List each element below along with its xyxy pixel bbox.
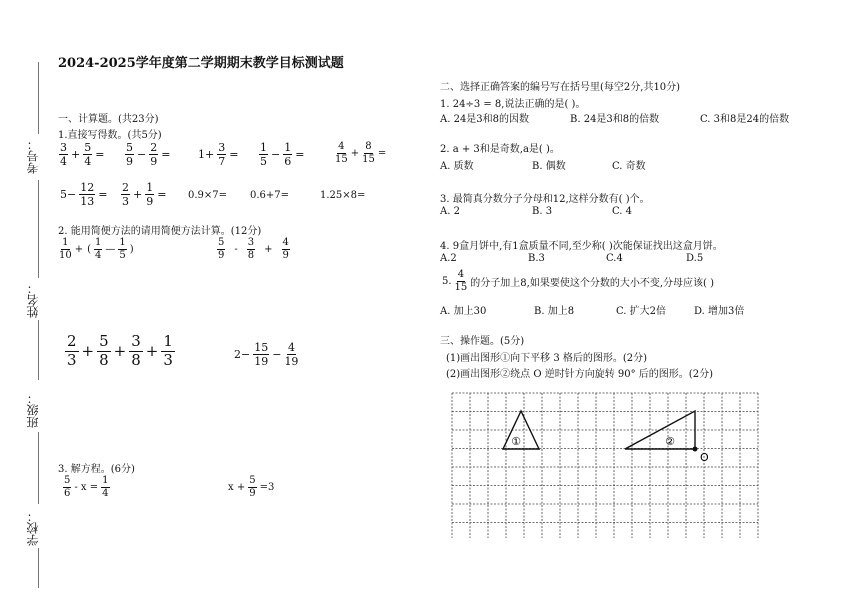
option: B. 24是3和8的倍数	[570, 114, 660, 125]
option: C. 3和8是24的倍数	[700, 114, 790, 125]
option: B.3	[528, 253, 545, 264]
option: A. 2	[440, 206, 460, 217]
question-5: 5. $\frac{4}{15}$ 的分子加上8,如果要使这个分数的大小不变,分母应该( )	[442, 269, 714, 293]
calc-item: $\frac{3}{4}$ + $\frac{5}{4}$ =	[60, 141, 105, 168]
section3-heading: 三、操作题。(5分)	[440, 336, 525, 347]
section1-part1: 1.直接写得数。(共5分)	[58, 130, 162, 141]
equation-item: $\frac{5}{6}$ - x = $\frac{1}{4}$	[64, 475, 109, 499]
simplify-item: $\frac{1}{10}$ + ( $\frac{1}{4}$ — $\frac{1}{5}$ )	[59, 237, 134, 261]
margin-line	[38, 548, 39, 588]
calc-item: $\frac{4}{15}$ + $\frac{8}{15}$ =	[335, 141, 387, 165]
margin-line	[38, 180, 39, 278]
shape-2-label: ②	[665, 435, 675, 448]
equation-item: x + $\frac{5}{9}$ =3	[228, 475, 275, 499]
section2-heading: 二、选择正确答案的编号写在括号里(每空2分,共10分)	[440, 82, 681, 93]
grid-diagram	[450, 392, 766, 538]
option: C. 奇数	[612, 161, 646, 172]
calc-item: 5− $\frac{12}{13}$ =	[60, 181, 108, 208]
shape-1-label: ①	[511, 435, 521, 448]
option: B. 3	[532, 206, 553, 217]
simplify-item: $\frac{2}{3}$ + $\frac{5}{8}$ + $\frac{3}{8}$ + $\frac{1}{3}$	[67, 332, 173, 369]
question-2: 2. a + 3和是奇数,a是( )。	[440, 144, 560, 155]
option: C. 扩大2倍	[616, 306, 667, 317]
task-2: (2)画出图形②绕点 O 逆时针方向旋转 90° 后的图形。(2分)	[446, 369, 713, 380]
exam-number-label: 考号：	[26, 138, 40, 174]
school-label: 学校：	[26, 510, 40, 546]
question-3: 3. 最简真分数分子分母和12,这样分数有( )个。	[440, 194, 650, 205]
option: A. 质数	[440, 161, 474, 172]
page-title: 2024-2025学年度第二学期期末教学目标测试题	[58, 56, 344, 71]
calc-item: 0.9×7=	[188, 190, 228, 201]
calc-item: 0.6+7=	[250, 190, 290, 201]
calc-item: 1.25×8=	[320, 190, 366, 201]
option: B. 加上8	[534, 306, 575, 317]
calc-item: 1+ $\frac{3}{7}$ =	[198, 141, 239, 168]
option: A.2	[440, 253, 457, 264]
margin-line	[38, 62, 39, 134]
section1-part3: 3. 解方程。(6分)	[58, 464, 135, 475]
simplify-item: 2− $\frac{15}{19}$ − $\frac{4}{19}$	[234, 341, 299, 368]
option: C.4	[606, 253, 623, 264]
calc-item: $\frac{2}{3}$ + $\frac{1}{9}$ =	[122, 181, 167, 208]
task-1: (1)画出图形①向下平移 3 格后的图形。(2分)	[446, 353, 648, 364]
section1-heading: 一、计算题。(共23分)	[58, 114, 159, 125]
simplify-item: $\frac{5}{9}$ - $\frac{3}{8}$ + $\frac{4}{9}$	[218, 237, 289, 261]
question-4: 4. 9盒月饼中,有1盒质量不同,至少称( )次能保证找出这盒月饼。	[440, 241, 723, 252]
option: D.5	[686, 253, 704, 264]
calc-item: $\frac{1}{5}$ − $\frac{1}{6}$ =	[260, 141, 305, 168]
point-o	[693, 447, 698, 452]
grid-lines	[452, 393, 758, 538]
option: D. 增加3倍	[694, 306, 745, 317]
question-1: 1. 24÷3 = 8,说法正确的是( )。	[440, 99, 586, 110]
margin-line	[38, 432, 39, 504]
class-label: 班级：	[26, 392, 40, 428]
section1-part2: 2. 能用简便方法的请用简便方法计算。(12分)	[58, 226, 262, 237]
option: B. 偶数	[532, 161, 566, 172]
option: A. 24是3和8的因数	[440, 114, 530, 125]
calc-item: $\frac{5}{9}$ − $\frac{2}{9}$ =	[126, 141, 171, 168]
name-label: 姓名：	[26, 282, 40, 318]
point-o-label: O	[700, 451, 709, 464]
option: A. 加上30	[440, 306, 487, 317]
option: C. 4	[612, 206, 633, 217]
margin-line	[38, 320, 39, 380]
